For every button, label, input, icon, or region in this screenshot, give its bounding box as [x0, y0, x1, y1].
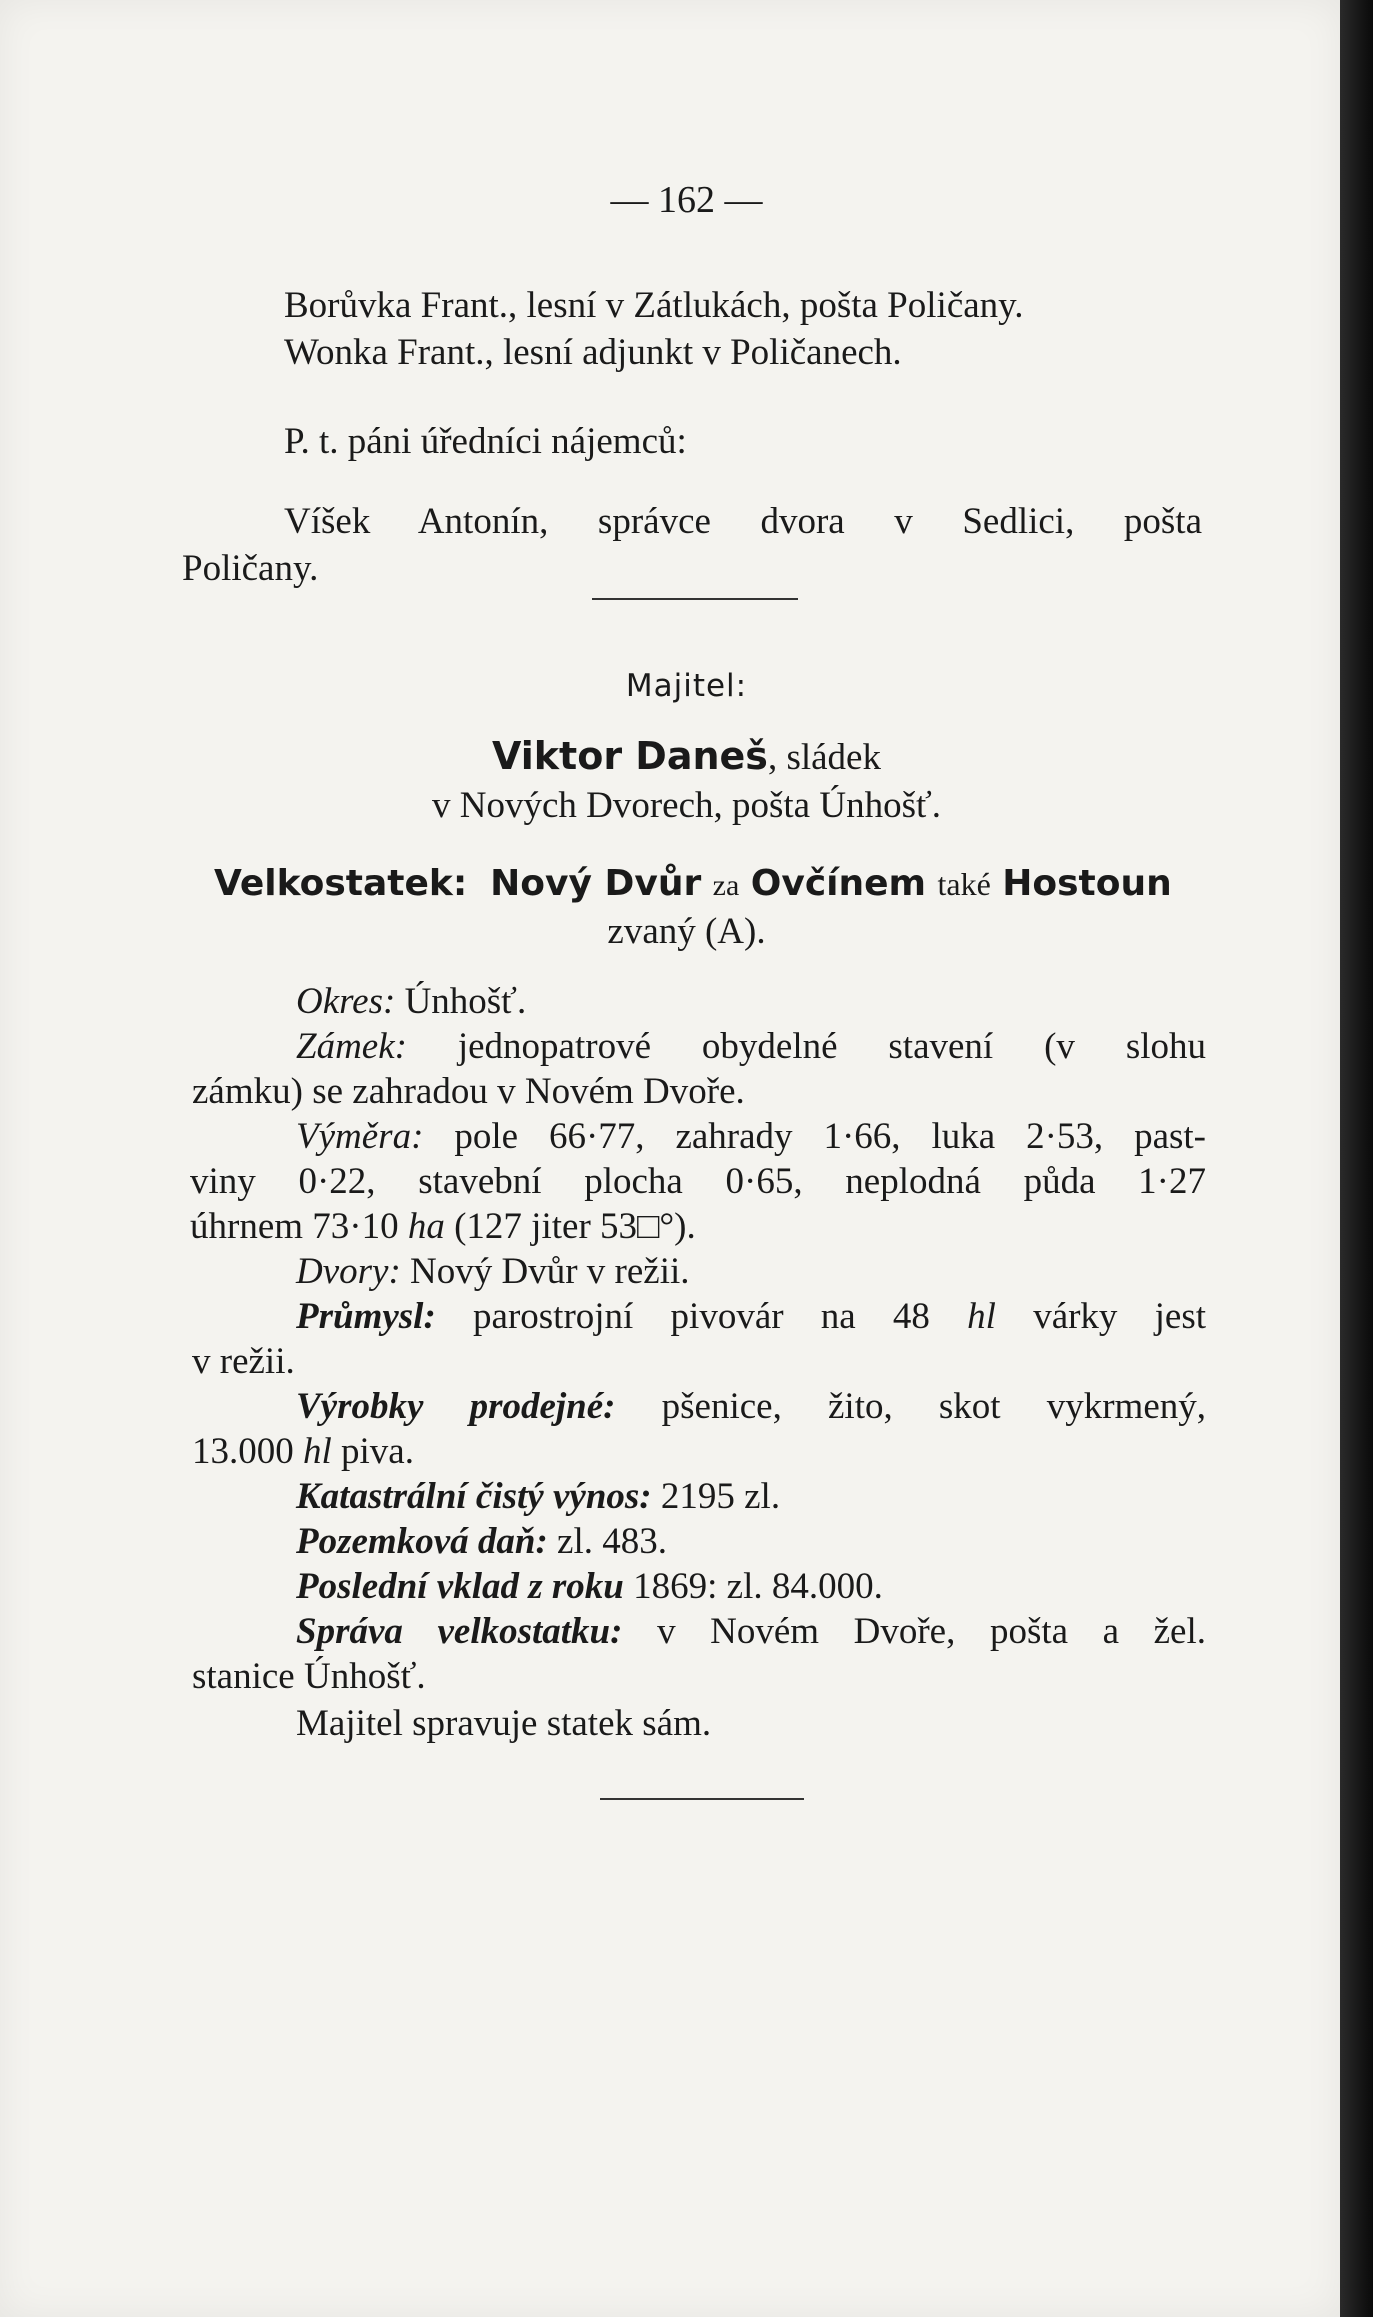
estate-line-2: zvaný (A). [607, 911, 766, 952]
divider-top [592, 598, 798, 600]
vymera-label: Výměra: [296, 1116, 424, 1157]
okres-line [296, 980, 526, 1024]
vyrobky-text-2a: 13.000 [192, 1431, 294, 1472]
katastr-label: Katastrální čistý výnos: [296, 1476, 652, 1517]
katastr-value: 2195 zl. [660, 1476, 781, 1517]
tenant-line-1: Víšek Antonín, správce dvora v Sedlici, pošta [284, 501, 1202, 542]
owner-name: Viktor Daneš [492, 734, 768, 778]
official-line-1: Borůvka Frant., lesní v Zátlukách, pošta Poličany. [284, 285, 1024, 326]
prumysl-line-1 [296, 1295, 1206, 1339]
katastr-line [296, 1475, 780, 1519]
vyrobky-unit: hl [303, 1431, 332, 1472]
okres-label: Okres: [296, 981, 396, 1022]
vymera-text-3b: (127 jiter 53□°). [454, 1206, 696, 1247]
owner-address: v Nových Dvorech, pošta Únhošť. [431, 785, 942, 826]
page-edge [1340, 0, 1373, 2317]
vymera-line-3 [190, 1205, 696, 1249]
dan-label: Pozemková daň: [296, 1521, 548, 1562]
dvory-line [296, 1250, 690, 1294]
tenant-line-2: Poličany. [182, 548, 319, 589]
official-line-2: Wonka Frant., lesní adjunkt v Poličanech. [284, 332, 902, 373]
sprava-line-1 [296, 1610, 1206, 1654]
prumysl-label: Průmysl: [296, 1296, 436, 1337]
vymera-text-3a: úhrnem 73·10 [190, 1206, 399, 1247]
owner-name-line [0, 734, 1373, 780]
estate-name: Nový Dvůr [490, 863, 702, 904]
vklad-line [296, 1565, 883, 1609]
dan-line [296, 1520, 667, 1564]
vymera-text-1: pole 66·77, zahrady 1·66, luka 2·53, past- [454, 1116, 1207, 1157]
page-number: — 162 — [610, 179, 763, 221]
vyrobky-line-2 [192, 1430, 414, 1474]
closing-line: Majitel spravuje statek sám. [296, 1703, 712, 1744]
vyrobky-label: Výrobky prodejné: [296, 1386, 616, 1427]
vklad-label: Poslední vklad z roku [296, 1566, 624, 1607]
owner-title: , sládek [767, 737, 881, 778]
dvory-value: Nový Dvůr v režii. [410, 1251, 690, 1292]
vymera-line-2: viny 0·22, stavební plocha 0·65, neplodná půda 1·27 [190, 1161, 1206, 1202]
zamek-line-1 [296, 1025, 1206, 1069]
divider-bottom [600, 1798, 804, 1800]
vyrobky-text-2b: piva. [341, 1431, 414, 1472]
estate-label: Velkostatek: [214, 863, 468, 904]
vyrobky-line-1 [296, 1385, 1206, 1429]
okres-value: Únhošť. [404, 981, 527, 1022]
sprava-label: Správa velkostatku: [296, 1611, 623, 1652]
zamek-line-2: zámku) se zahradou v Novém Dvoře. [192, 1071, 745, 1112]
sprava-text-1: v Novém Dvoře, pošta a žel. [657, 1611, 1206, 1652]
zamek-text-1: jednopatrové obydelné stavení (v slohu [457, 1026, 1206, 1067]
estate-also: také [937, 866, 991, 902]
estate-za: za [712, 869, 740, 902]
sprava-line-2: stanice Únhošť. [192, 1656, 426, 1697]
vymera-unit: ha [407, 1206, 445, 1247]
dvory-label: Dvory: [296, 1251, 401, 1292]
vklad-value: 1869: zl. 84.000. [633, 1566, 883, 1607]
prumysl-line-2: v režii. [192, 1341, 295, 1382]
vymera-line-1 [296, 1115, 1206, 1159]
estate-heading [214, 862, 1172, 908]
owner-label: Majitel: [625, 668, 748, 704]
estate-place: Ovčínem [750, 863, 927, 904]
vyrobky-text-1: pšenice, žito, skot vykrmený, [661, 1386, 1206, 1427]
prumysl-unit: hl [967, 1296, 996, 1337]
prumysl-text-1a: parostrojní pivovár na 48 [473, 1296, 930, 1337]
estate-alt-name: Hostoun [1002, 863, 1172, 904]
dan-value: zl. 483. [557, 1521, 667, 1562]
tenant-heading: P. t. páni úředníci nájemců: [284, 421, 687, 462]
prumysl-text-1b: várky jest [1033, 1296, 1207, 1337]
zamek-label: Zámek: [296, 1026, 407, 1067]
